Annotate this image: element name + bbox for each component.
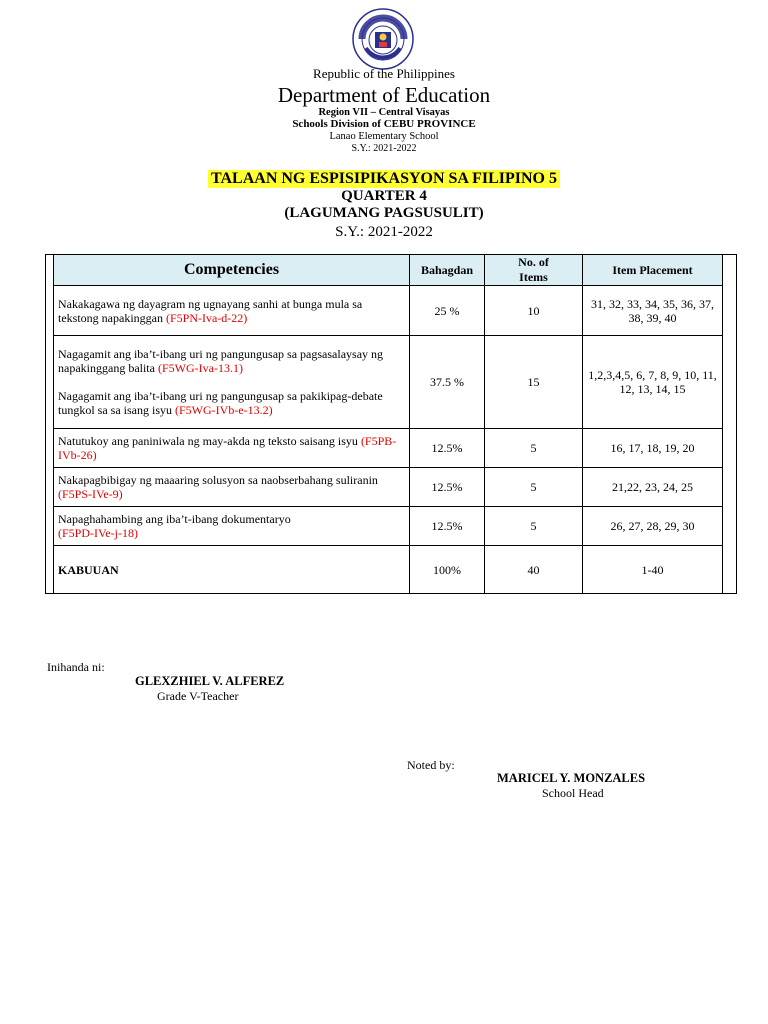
competency-entry — [58, 389, 405, 417]
header-items — [485, 255, 583, 286]
total-row — [54, 546, 723, 594]
placement-cell: 31, 32, 33, 34, 35, 36, 37, 38, 39, 40 — [583, 286, 723, 336]
competency-text: Napaghahambing ang iba’t-ibang dokumentaryo — [58, 512, 291, 526]
document-title: TALAAN NG ESPISIPIKASYON SA FILIPINO 5 — [208, 170, 560, 188]
items-cell: 5 — [485, 429, 583, 468]
table-row — [54, 507, 723, 546]
header-placement: Item Placement — [583, 255, 723, 286]
prepared-by-position: Grade V-Teacher — [157, 689, 239, 703]
bahagdan-cell: 25 % — [410, 286, 485, 336]
competency-text: Nakapagbibigay ng maaaring solusyon sa naobserbahang suliranin — [58, 473, 378, 487]
exam-type-label: (LAGUMANG PAGSUSULIT) — [284, 205, 484, 221]
department-title: Department of Education — [277, 83, 491, 107]
items-cell: 5 — [485, 507, 583, 546]
bahagdan-cell: 12.5% — [410, 429, 485, 468]
items-cell: 10 — [485, 286, 583, 336]
competency-cell — [54, 507, 410, 546]
header-bahagdan: Bahagdan — [410, 255, 485, 286]
competency-text: Nagagamit ang iba’t-ibang uri ng pangungusap sa pakikipag-debate tungkol sa sa isang isyu — [58, 389, 383, 417]
placement-cell: 16, 17, 18, 19, 20 — [583, 429, 723, 468]
bahagdan-cell: 12.5% — [410, 507, 485, 546]
noted-by-position: School Head — [542, 786, 604, 800]
table-header-row — [54, 255, 723, 286]
competency-code: (F5PN-Iva-d-22) — [165, 310, 248, 325]
competency-code: (F5PD-IVe-j-18) — [58, 526, 138, 540]
quarter-label: QUARTER 4 — [341, 188, 427, 204]
division-text: Schools Division of CEBU PROVINCE — [292, 118, 476, 130]
competency-text: Nakakagawa ng dayagram ng ugnayang sanhi at bunga mula sa tekstong napakinggan — [58, 296, 363, 325]
competency-cell — [54, 429, 410, 468]
competency-code: (F5WG-Iva-13.1) — [157, 361, 243, 375]
specification-table — [53, 254, 723, 594]
header-items-line2: Items — [519, 270, 548, 284]
competency-code: (F5PB-IVb-26) — [58, 434, 397, 462]
competency-code: (F5PS-IVe-9) — [58, 487, 123, 501]
total-bahagdan: 100% — [410, 546, 485, 594]
header-competencies: Competencies — [54, 255, 410, 286]
region-text: Region VII – Central Visayas — [318, 107, 450, 118]
table-row — [54, 468, 723, 507]
items-cell: 15 — [485, 336, 583, 429]
competency-text: Nagagamit ang iba’t-ibang uri ng pangungusap sa pagsasalaysay ng napakinggang balita — [58, 347, 384, 375]
competency-entry — [58, 347, 405, 375]
table-row — [54, 429, 723, 468]
competency-cell — [54, 468, 410, 507]
school-year-label: S.Y.: 2021-2022 — [335, 224, 433, 240]
table-row — [54, 286, 723, 336]
placement-cell: 21,22, 23, 24, 25 — [583, 468, 723, 507]
republic-text: Republic of the Philippines — [313, 66, 455, 81]
competency-cell — [54, 286, 410, 336]
total-label: KABUUAN — [54, 546, 410, 594]
total-items: 40 — [485, 546, 583, 594]
bahagdan-cell: 37.5 % — [410, 336, 485, 429]
competency-cell — [54, 336, 410, 429]
noted-by-name: MARICEL Y. MONZALES — [497, 771, 646, 785]
deped-seal-logo — [352, 8, 414, 70]
noted-by-label: Noted by: — [407, 758, 455, 772]
placement-cell: 26, 27, 28, 29, 30 — [583, 507, 723, 546]
table-row — [54, 336, 723, 429]
items-cell: 5 — [485, 468, 583, 507]
placement-cell: 1,2,3,4,5, 6, 7, 8, 9, 10, 11, 12, 13, 14, 15 — [583, 336, 723, 429]
school-year-small: S.Y.: 2021-2022 — [351, 143, 417, 154]
prepared-by-label: Inihanda ni: — [47, 660, 105, 674]
school-name: Lanao Elementary School — [329, 131, 439, 142]
header-items-line1: No. of — [518, 255, 549, 269]
bahagdan-cell: 12.5% — [410, 468, 485, 507]
total-placement: 1-40 — [583, 546, 723, 594]
document-title-wrap — [0, 170, 768, 188]
prepared-by-name: GLEXZHIEL V. ALFEREZ — [135, 674, 285, 688]
competency-text: Natutukoy ang paniniwala ng may-akda ng teksto saisang isyu — [58, 434, 358, 448]
competency-code: (F5WG-IVb-e-13.2) — [175, 403, 273, 417]
